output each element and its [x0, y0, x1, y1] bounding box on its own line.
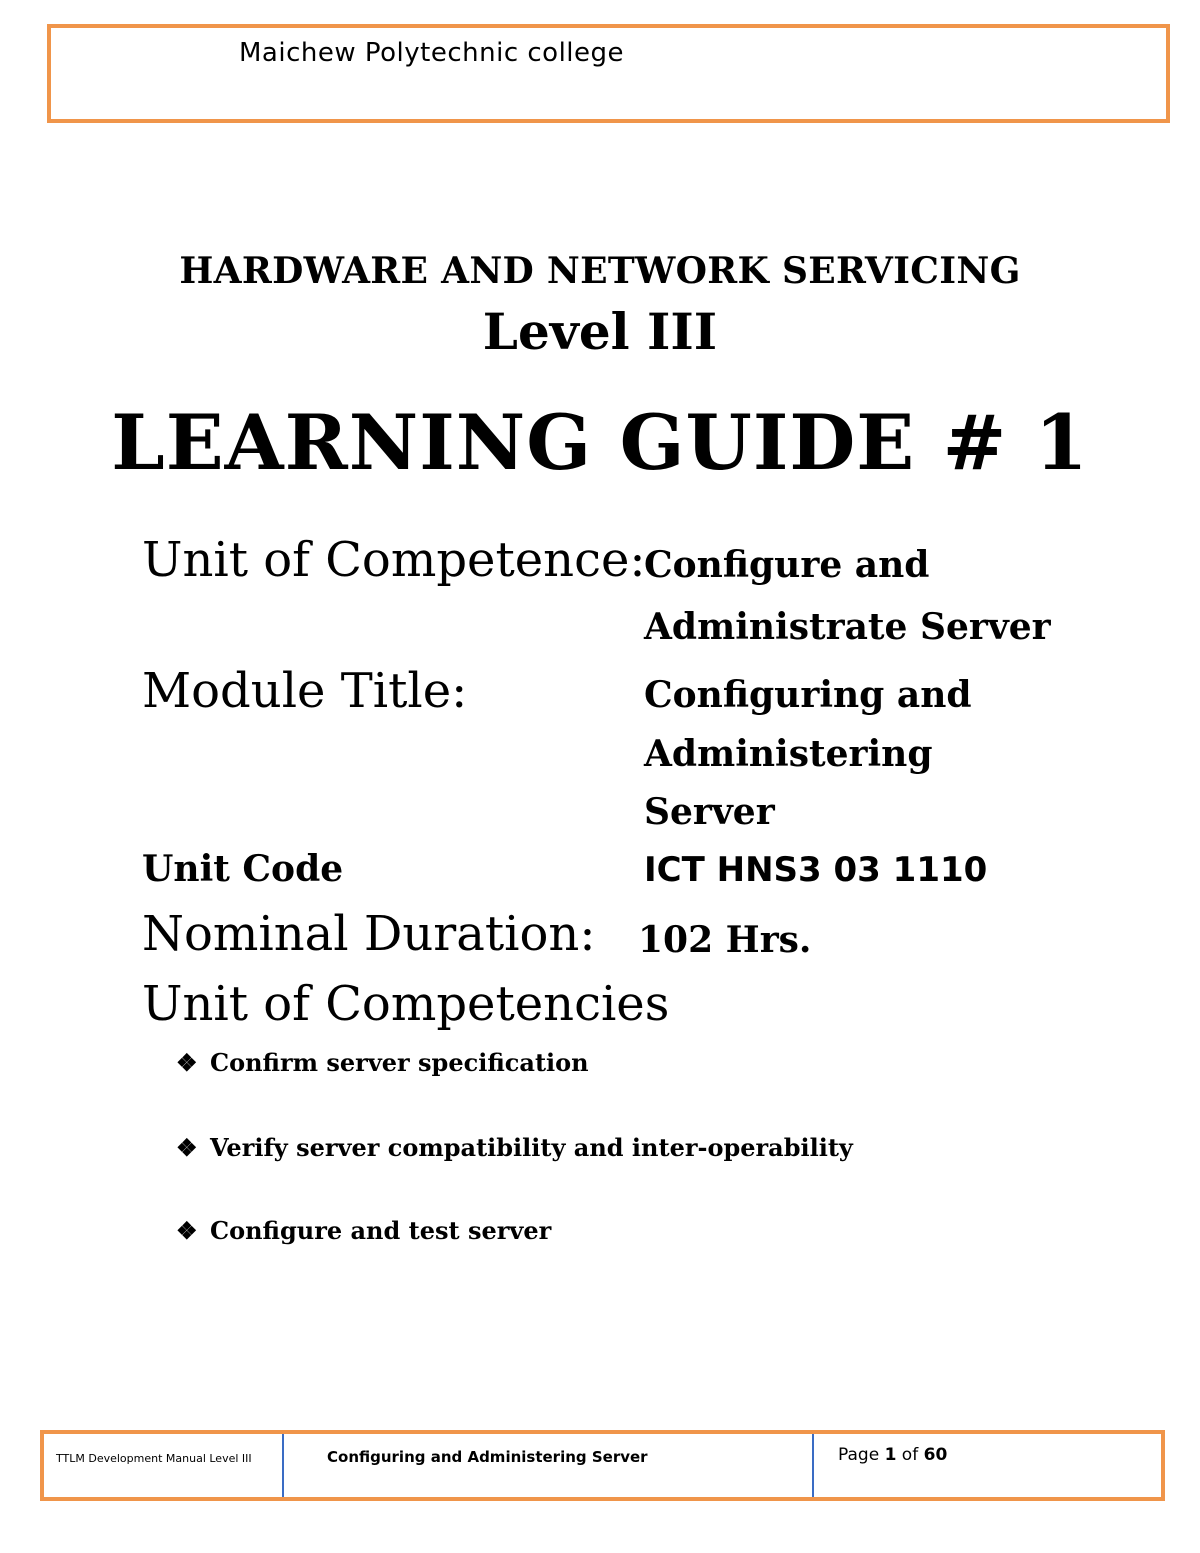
learning-guide-title: LEARNING GUIDE # 1 [111, 398, 1089, 487]
unit-of-competence-label: Unit of Competence: [142, 532, 646, 588]
footer [40, 1430, 1165, 1501]
nominal-duration-label: Nominal Duration: [142, 906, 596, 962]
competency-item: ❖ Verify server compatibility and inter-operability [176, 1133, 853, 1162]
module-title-value-line1: Configuring and [644, 674, 972, 716]
competency-item: ❖ Confirm server specification [176, 1048, 589, 1077]
unit-of-competencies-label: Unit of Competencies [142, 976, 670, 1032]
footer-divider [282, 1434, 284, 1497]
module-title-value-line3: Server [644, 791, 775, 833]
competency-item: ❖ Configure and test server [176, 1216, 552, 1245]
level-title: Level III [482, 302, 718, 361]
college-name: Maichew Polytechnic college [239, 38, 625, 68]
diamond-bullet-icon: ❖ [176, 1133, 198, 1162]
program-title: HARDWARE AND NETWORK SERVICING [179, 250, 1021, 292]
footer-divider [812, 1434, 814, 1497]
unit-of-competence-value-line2: Administrate Server [644, 606, 1051, 648]
footer-page-number: Page 1 of 60 [838, 1445, 948, 1465]
module-title-label: Module Title: [142, 663, 468, 719]
footer-module-title: Configuring and Administering Server [327, 1448, 648, 1466]
diamond-bullet-icon: ❖ [176, 1048, 198, 1077]
footer-manual-title: TTLM Development Manual Level III [56, 1452, 252, 1465]
unit-of-competence-value-line1: Configure and [644, 544, 930, 586]
nominal-duration-value: 102 Hrs. [638, 919, 812, 961]
unit-code-label: Unit Code [142, 848, 344, 890]
module-title-value-line2: Administering [644, 733, 933, 775]
unit-code-value: ICT HNS3 03 1110 [644, 850, 988, 890]
diamond-bullet-icon: ❖ [176, 1216, 198, 1245]
